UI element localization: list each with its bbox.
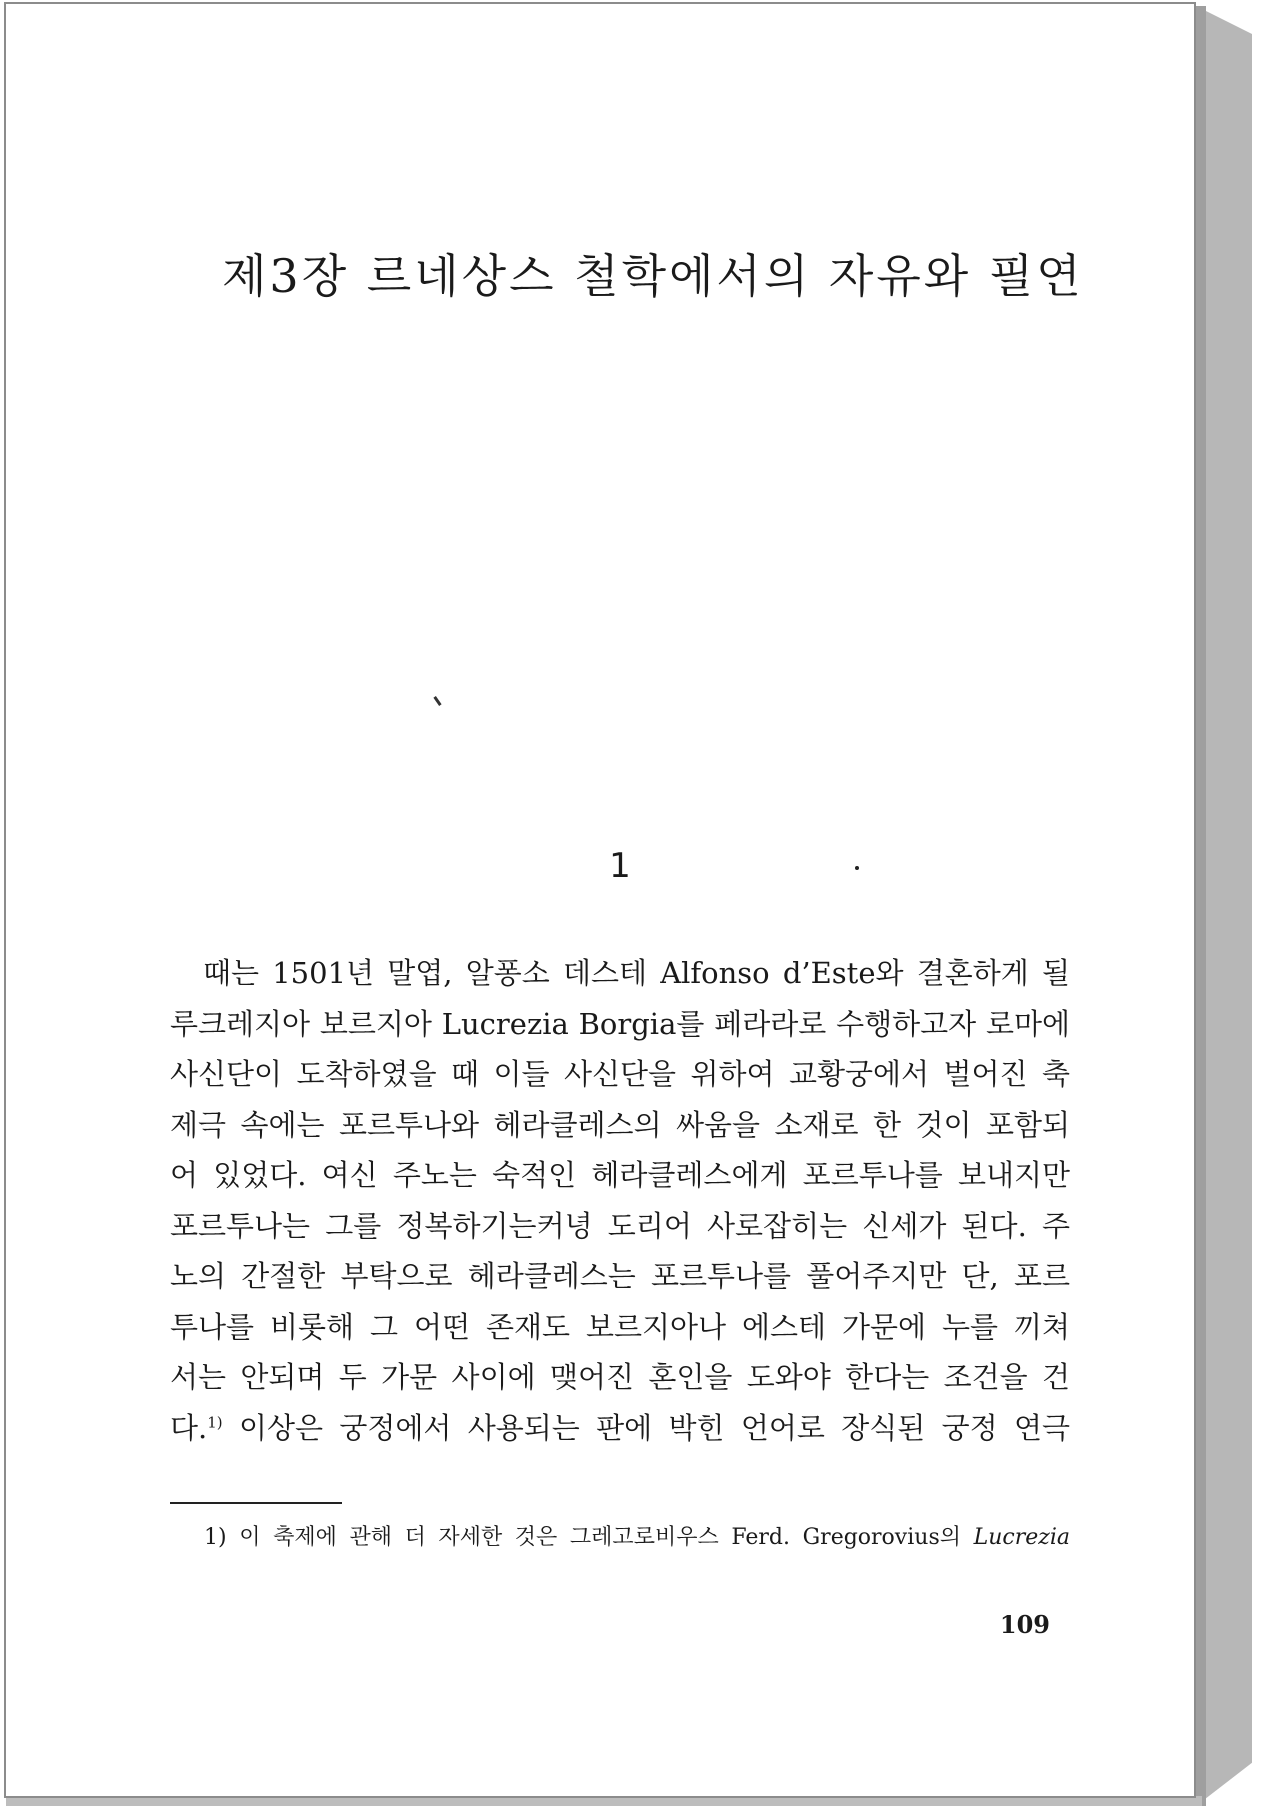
book-edge-shade: [1196, 6, 1206, 1806]
body-line: 사신단이 도착하였을 때 이들 사신단을 위하여 교황궁에서 벌어진 축: [170, 1057, 1070, 1091]
footnote-reference: 1): [207, 1412, 223, 1431]
last-line-rest: 이상은 궁정에서 사용되는 판에 박힌 언어로 장식된 궁정 연극: [222, 1410, 1070, 1445]
body-line: 루크레지아 보르지아 Lucrezia Borgia를 페라라로 수행하고자 로마에: [170, 1006, 1070, 1041]
body-line: 어 있었다. 여신 주노는 숙적인 헤라클레스에게 포르투나를 보내지만: [170, 1158, 1070, 1192]
chapter-title: 제3장 르네상스 철학에서의 자유와 필연: [222, 249, 1084, 303]
body-line-with-footnote-ref: [170, 1403, 1070, 1454]
footnote: [204, 1520, 1070, 1551]
section-number: 1: [609, 846, 631, 886]
last-line-start: 다.: [170, 1410, 208, 1445]
body-line: 때는 1501년 말엽, 알퐁소 데스테 Alfonso d’Este와 결혼하게 될: [203, 956, 1070, 990]
body-line: 투나를 비롯해 그 어떤 존재도 보르지아나 에스테 가문에 누를 끼쳐: [170, 1309, 1070, 1344]
scan-dot: [855, 866, 859, 870]
body-line: 노의 간절한 부탁으로 헤라클레스는 포르투나를 풀어주지만 단, 포르: [170, 1259, 1070, 1293]
body-line: 제극 속에는 포르투나와 헤라클레스의 싸움을 소재로 한 것이 포함되: [170, 1107, 1070, 1142]
body-line: 포르투나는 그를 정복하기는커녕 도리어 사로잡히는 신세가 된다. 주: [170, 1208, 1070, 1243]
page-number: 109: [999, 1610, 1050, 1639]
footnote-divider: [170, 1502, 342, 1504]
footnote-italic-title: Lucrezia: [973, 1525, 1070, 1550]
footnote-text: 1) 이 축제에 관해 더 자세한 것은 그레고로비우스 Ferd. Gregorovius의: [204, 1525, 961, 1550]
body-paragraph: [170, 948, 1070, 1453]
body-line: 서는 안되며 두 가문 사이에 맺어진 혼인을 도와야 한다는 조건을 건: [170, 1360, 1070, 1394]
